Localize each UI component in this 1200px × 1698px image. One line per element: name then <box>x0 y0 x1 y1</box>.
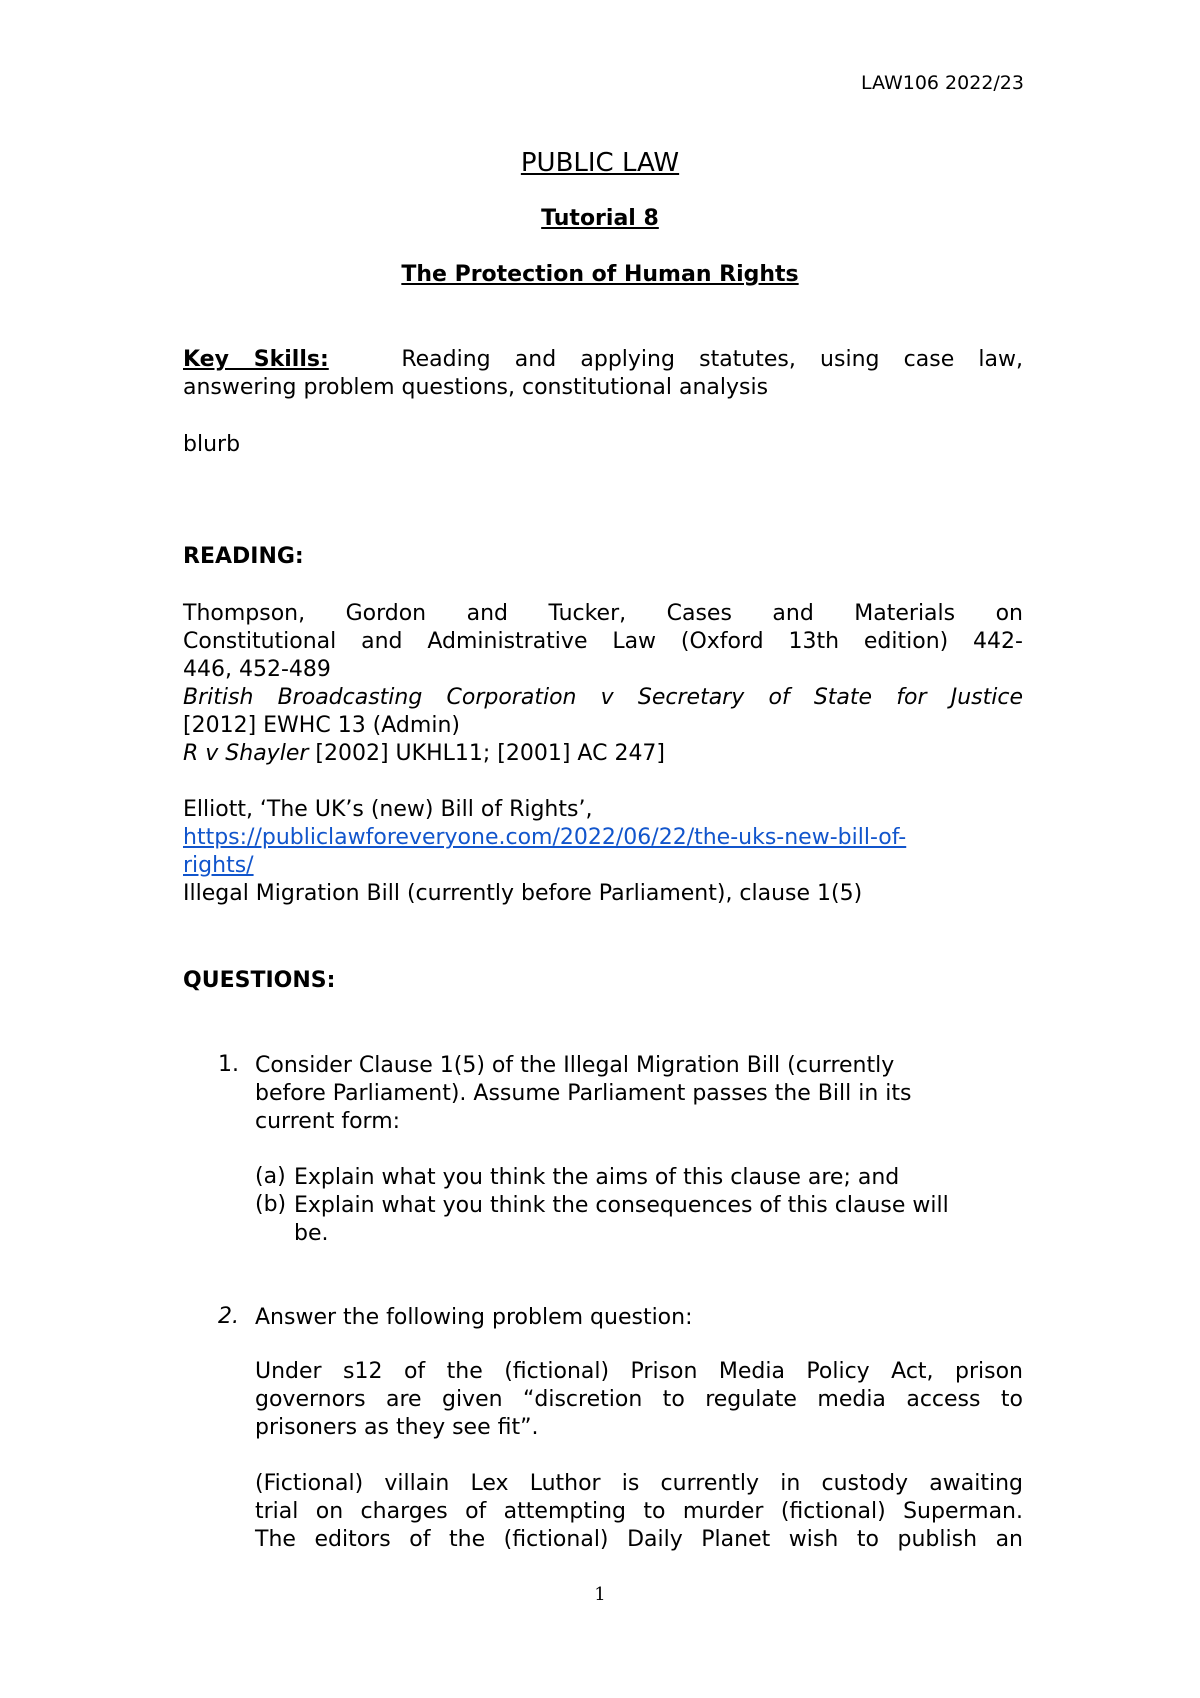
question-1-line-1: Consider Clause 1(5) of the Illegal Migration Bill (currently <box>255 1053 895 1078</box>
question-1b-label: (b) <box>255 1192 287 1217</box>
question-1b-text-line-2: be. <box>294 1221 329 1246</box>
reading-article-line: Elliott, ‘The UK’s (new) Bill of Rights’, <box>183 797 593 822</box>
question-2-intro: Answer the following problem question: <box>255 1305 693 1330</box>
reading-book-line-2: Constitutional and Administrative Law (Oxford 13th edition) 442- <box>183 629 1023 654</box>
question-2-p1-line-1: Under s12 of the (fictional) Prison Media Policy Act, prison <box>255 1359 1023 1384</box>
reading-list <box>183 600 1023 908</box>
reading-book-line-3: 446, 452-489 <box>183 657 331 682</box>
page-number: 1 <box>594 1584 606 1605</box>
reading-case-2 <box>183 740 1023 768</box>
reading-case-1-name: British Broadcasting Corporation v Secretary of State for Justice <box>183 685 1023 710</box>
question-2-paragraph-2 <box>255 1470 1023 1554</box>
questions-heading: QUESTIONS: <box>183 968 336 993</box>
question-2-paragraph-1 <box>255 1358 1023 1442</box>
question-2-p2-line-3: The editors of the (fictional) Daily Planet wish to publish an <box>255 1527 1023 1552</box>
reading-link-line-2[interactable] <box>183 852 1023 880</box>
reading-case-2-name: R v Shayler <box>183 741 309 766</box>
question-1-line-3: current form: <box>255 1109 401 1134</box>
question-1a-text: Explain what you think the aims of this clause are; and <box>294 1165 900 1190</box>
question-2-p2-line-2: trial on charges of attempting to murder (fictional) Superman. <box>255 1499 1023 1524</box>
question-2-number: 2. <box>218 1304 239 1329</box>
reading-case-1-citation: [2012] EWHC 13 (Admin) <box>183 713 460 738</box>
blurb-text: blurb <box>183 432 241 457</box>
reading-bill-line: Illegal Migration Bill (currently before Parliament), clause 1(5) <box>183 881 863 906</box>
key-skills-text-1: Reading and applying statutes, using case law, <box>401 347 1023 372</box>
blog-link-part-1[interactable]: https://publiclawforeveryone.com/2022/06/22/the-uks-new-bill-of- <box>183 825 907 850</box>
reading-heading: READING: <box>183 544 304 569</box>
question-2-p1-line-3: prisoners as they see fit”. <box>255 1415 539 1440</box>
document-title: PUBLIC LAW <box>520 148 680 178</box>
question-1b-text-line-1: Explain what you think the consequences of this clause will <box>294 1193 949 1218</box>
key-skills-line-2: answering problem questions, constitutional analysis <box>183 375 769 400</box>
key-skills-line-1 <box>183 346 1023 374</box>
question-1-line-2: before Parliament). Assume Parliament passes the Bill in its <box>255 1081 912 1106</box>
question-1-number: 1. <box>218 1052 239 1077</box>
reading-case-2-citation: [2002] UKHL11; [2001] AC 247] <box>308 741 666 766</box>
course-code-header: LAW106 2022/23 <box>860 72 1024 94</box>
blog-link-part-2[interactable]: rights/ <box>183 853 254 878</box>
reading-spacer <box>183 768 1023 796</box>
tutorial-number: Tutorial 8 <box>541 206 659 231</box>
reading-book-line-1: Thompson, Gordon and Tucker, Cases and Materials on <box>183 601 1023 626</box>
question-2-p1-line-2: governors are given “discretion to regulate media access to <box>255 1387 1023 1412</box>
key-skills-label: Key Skills: <box>183 347 329 372</box>
question-2-p2-line-1: (Fictional) villain Lex Luthor is currently in custody awaiting <box>255 1471 1023 1496</box>
tutorial-topic: The Protection of Human Rights <box>401 262 799 287</box>
key-skills-section <box>183 346 1023 402</box>
question-1a-label: (a) <box>255 1164 286 1189</box>
reading-link-line-1[interactable] <box>183 824 1023 852</box>
